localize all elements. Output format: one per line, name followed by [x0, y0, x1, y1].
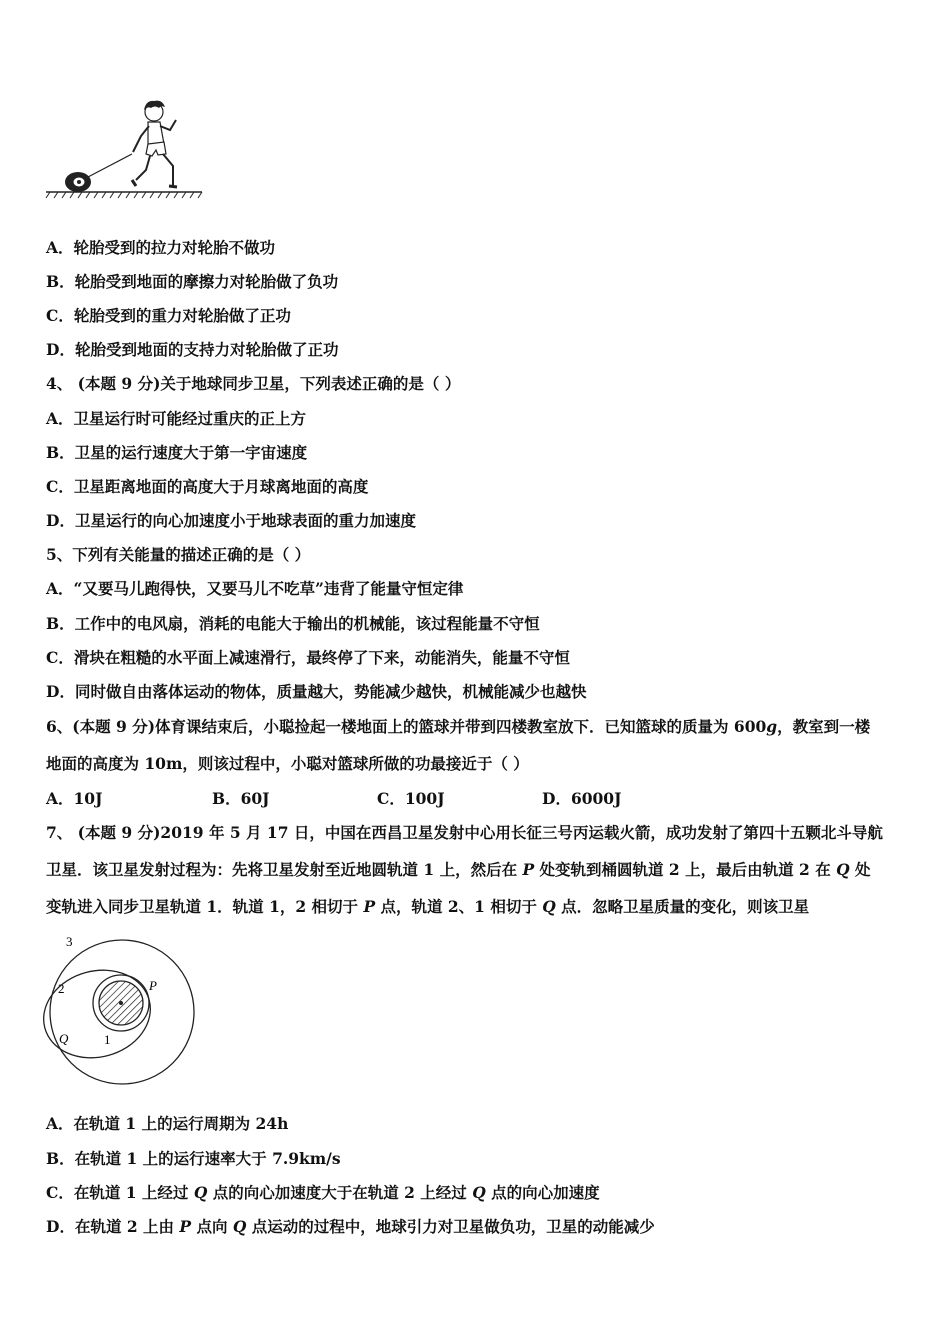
- q7-l2-a: 卫星．该卫星发射过程为：先将卫星发射至近地圆轨道 1 上，然后在: [46, 860, 523, 879]
- q7-stem-line3: [46, 895, 809, 917]
- q6-unit-g: g: [766, 717, 778, 736]
- q6-stem-line2: 地面的高度为 10m，则该过程中，小聪对篮球所做的功最接近于（ ）: [46, 754, 529, 773]
- q4-stem: 4、 (本题 9 分)关于地球同步卫星，下列表述正确的是（ ）: [46, 374, 461, 393]
- q7-c-c: 点的向心加速度: [485, 1183, 600, 1202]
- q6-option-a: A．10J: [46, 789, 103, 808]
- q6-stem-text-b: ，教室到一楼: [777, 717, 871, 736]
- q7-option-b: B．在轨道 1 上的运行速率大于 7.9km/s: [46, 1149, 341, 1168]
- q7-d-b: 点向: [191, 1217, 233, 1236]
- q6-stem-text-a: 6、(本题 9 分)体育课结束后，小聪捡起一楼地面上的篮球并带到四楼教室放下．已知篮球的质量为 600: [46, 717, 767, 736]
- q6-option-c: C．100J: [377, 789, 445, 808]
- tire-pulling-figure: [44, 98, 214, 202]
- q7-l3-a: 变轨进入同步卫星轨道 1．轨道 1，2 相切于: [46, 897, 364, 916]
- q7-l2-q: Q: [836, 860, 850, 879]
- q7-l2-b: 处变轨到桶圆轨道 2 上，最后由轨道 2 在: [534, 860, 837, 879]
- q6-option-d: D．6000J: [542, 789, 622, 808]
- q7-l3-q: Q: [542, 897, 556, 916]
- q5-option-b: B．工作中的电风扇，消耗的电能大于输出的机械能，该过程能量不守恒: [46, 614, 540, 633]
- orbit-1-label: 1: [104, 1032, 111, 1047]
- q6-stem-line1: [46, 715, 870, 737]
- q7-d-q: Q: [232, 1217, 247, 1236]
- q3-option-d: D．轮胎受到地面的支持力对轮胎做了正功: [46, 340, 339, 359]
- q4-option-b: B．卫星的运行速度大于第一宇宙速度: [46, 443, 308, 462]
- q4-option-d: D．卫星运行的向心加速度小于地球表面的重力加速度: [46, 511, 416, 530]
- q7-l3-c: 点．忽略卫星质量的变化，则该卫星: [555, 897, 810, 916]
- q7-c-b: 点的向心加速度大于在轨道 2 上经过: [207, 1183, 473, 1202]
- q3-option-c: C．轮胎受到的重力对轮胎做了正功: [46, 306, 291, 325]
- q5-option-d: D．同时做自由落体运动的物体，质量越大，势能减少越快，机械能减少也越快: [46, 682, 587, 701]
- q7-option-c: [46, 1181, 600, 1203]
- q7-c-q1: Q: [193, 1183, 208, 1202]
- orbit-3-label: 3: [66, 934, 73, 949]
- point-q-label: Q: [59, 1031, 69, 1046]
- q7-c-q2: Q: [472, 1183, 486, 1202]
- q7-stem-line1: 7、 (本题 9 分)2019 年 5 月 17 日，中国在西昌卫星发射中心用长征三号丙运载火箭，成功发射了第四十五颗北斗导航: [46, 823, 883, 842]
- q7-l3-b: 点，轨道 2、1 相切于: [375, 897, 543, 916]
- point-p-label: P: [149, 978, 157, 993]
- q4-option-c: C．卫星距离地面的高度大于月球离地面的高度: [46, 477, 369, 496]
- q5-option-a: A．“又要马儿跑得快，又要马儿不吃草”违背了能量守恒定律: [46, 579, 464, 598]
- q7-option-d: [46, 1215, 655, 1237]
- orbit-2-label: 2: [58, 981, 65, 996]
- orbit-2-ellipse: [40, 958, 160, 1069]
- q5-stem: 5、下列有关能量的描述正确的是（ ）: [46, 545, 311, 564]
- q7-d-c: 点运动的过程中，地球引力对卫星做负功，卫星的动能减少: [246, 1217, 655, 1236]
- q7-d-p: P: [179, 1217, 192, 1236]
- q7-option-a: A．在轨道 1 上的运行周期为 24h: [46, 1114, 289, 1133]
- q7-d-a: D．在轨道 2 上由: [46, 1217, 180, 1236]
- q3-option-b: B．轮胎受到地面的摩擦力对轮胎做了负功: [46, 272, 339, 291]
- q4-option-a: A．卫星运行时可能经过重庆的正上方: [46, 409, 307, 428]
- q7-l3-p: P: [363, 897, 376, 916]
- q6-option-b: B．60J: [212, 789, 270, 808]
- orbit-diagram: [40, 932, 200, 1086]
- q7-l2-c: 处: [849, 860, 871, 879]
- q7-c-a: C．在轨道 1 上经过: [46, 1183, 194, 1202]
- q3-option-a: A．轮胎受到的拉力对轮胎不做功: [46, 238, 276, 257]
- q7-stem-line2: [46, 858, 871, 880]
- q5-option-c: C．滑块在粗糙的水平面上减速滑行，最终停了下来，动能消失，能量不守恒: [46, 648, 570, 667]
- q7-l2-p: P: [522, 860, 535, 879]
